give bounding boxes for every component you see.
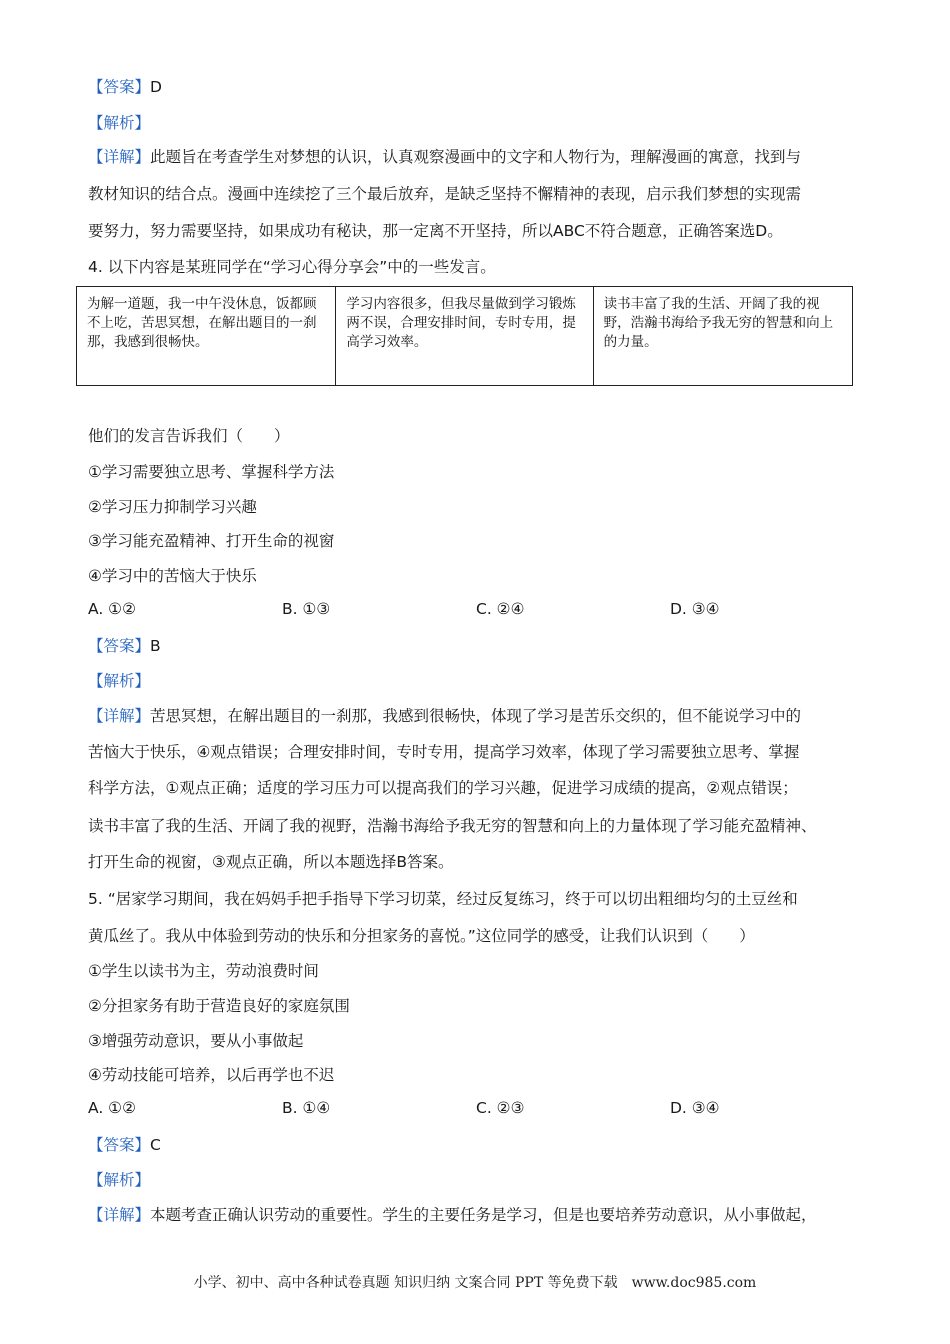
answer-value: B xyxy=(150,637,161,655)
q3-detail-line: 要努力，努力需要坚持，如果成功有秘诀，那一定离不开坚持，所以ABC不符合题意，正确答案选D。 xyxy=(88,222,783,240)
analysis-tag: 【解析】 xyxy=(88,114,151,132)
speech-table xyxy=(76,286,853,386)
option-a: A. ①② xyxy=(88,1099,136,1117)
answer-tag: 【答案】 xyxy=(88,637,151,655)
q5-statement: ③增强劳动意识，要从小事做起 xyxy=(88,1032,304,1050)
option-a: A. ①② xyxy=(88,600,136,618)
option-c: C. ②④ xyxy=(476,600,525,618)
detail-tag: 【详解】 xyxy=(88,1206,151,1224)
detail-tag: 【详解】 xyxy=(88,707,151,725)
q5-stem-line: 5. “居家学习期间，我在妈妈手把手指导下学习切菜，经过反复练习，终于可以切出粗细均匀的土豆丝和 xyxy=(88,890,798,908)
q4-statement: ②学习压力抑制学习兴趣 xyxy=(88,498,257,516)
q3-answer-line xyxy=(88,77,162,97)
analysis-tag: 【解析】 xyxy=(88,672,151,690)
q5-statement: ②分担家务有助于营造良好的家庭氛围 xyxy=(88,997,350,1015)
q3-analysis-line xyxy=(88,113,150,133)
q3-detail-line xyxy=(88,147,801,167)
q4-detail-line xyxy=(88,706,801,726)
option-c: C. ②③ xyxy=(476,1099,525,1117)
q4-statement: ③学习能充盈精神、打开生命的视窗 xyxy=(88,532,335,550)
option-d: D. ③④ xyxy=(670,1099,720,1117)
q4-statement: ④学习中的苦恼大于快乐 xyxy=(88,567,257,585)
q5-statement: ④劳动技能可培养，以后再学也不迟 xyxy=(88,1066,335,1084)
speech-cell: 为解一道题，我一中午没休息，饭都顾不上吃，苦思冥想，在解出题目的一刹那，我感到很畅快。 xyxy=(77,287,336,386)
page-footer: 小学、初中、高中各种试卷真题 知识归纳 文案合同 PPT 等免费下载 www.doc985.com xyxy=(193,1275,757,1291)
analysis-tag: 【解析】 xyxy=(88,1171,151,1189)
option-d: D. ③④ xyxy=(670,600,720,618)
q4-detail-line: 科学方法，①观点正确；适度的学习压力可以提高我们的学习兴趣，促进学习成绩的提高，②观点错误； xyxy=(88,779,798,797)
answer-value: D xyxy=(150,78,162,96)
q5-detail-line xyxy=(88,1205,817,1225)
q5-statement: ①学生以读书为主，劳动浪费时间 xyxy=(88,962,319,980)
q4-detail-line: 苦恼大于快乐，④观点错误；合理安排时间，专时专用，提高学习效率，体现了学习需要独立思考、掌握 xyxy=(88,743,800,761)
q4-answer-line xyxy=(88,636,161,656)
q4-stem: 4. 以下内容是某班同学在“学习心得分享会”中的一些发言。 xyxy=(88,258,496,276)
speech-cell: 读书丰富了我的生活、开阔了我的视野，浩瀚书海给予我无穷的智慧和向上的力量。 xyxy=(593,287,852,386)
answer-tag: 【答案】 xyxy=(88,1136,151,1154)
option-b: B. ①④ xyxy=(282,1099,331,1117)
detail-text: 此题旨在考查学生对梦想的认识，认真观察漫画中的文字和人物行为，理解漫画的寓意，找到与 xyxy=(150,148,802,166)
speech-cell: 学习内容很多，但我尽量做到学习锻炼两不误，合理安排时间，专时专用，提高学习效率。 xyxy=(336,287,593,386)
q5-options xyxy=(88,1098,888,1118)
q5-stem-line: 黄瓜丝了。我从中体验到劳动的快乐和分担家务的喜悦。”这位同学的感受，让我们认识到（ ） xyxy=(88,927,755,945)
detail-text: 本题考查正确认识劳动的重要性。学生的主要任务是学习，但是也要培养劳动意识，从小事做起， xyxy=(150,1206,817,1224)
option-b: B. ①③ xyxy=(282,600,331,618)
detail-tag: 【详解】 xyxy=(88,148,151,166)
q4-statement: ①学习需要独立思考、掌握科学方法 xyxy=(88,463,335,481)
q4-detail-line: 读书丰富了我的生活、开阔了我的视野，浩瀚书海给予我无穷的智慧和向上的力量体现了学习能充盈精神、 xyxy=(88,817,817,835)
q5-analysis-line xyxy=(88,1170,150,1190)
q3-detail-line: 教材知识的结合点。漫画中连续挖了三个最后放弃，是缺乏坚持不懈精神的表现，启示我们梦想的实现需 xyxy=(88,185,802,203)
q4-analysis-line xyxy=(88,671,150,691)
q5-answer-line xyxy=(88,1135,161,1155)
q4-options xyxy=(88,599,888,619)
answer-value: C xyxy=(150,1136,161,1154)
answer-tag: 【答案】 xyxy=(88,78,151,96)
q4-prompt: 他们的发言告诉我们（ ） xyxy=(88,427,290,445)
detail-text: 苦思冥想，在解出题目的一刹那，我感到很畅快，体现了学习是苦乐交织的，但不能说学习中的 xyxy=(150,707,802,725)
q4-detail-line: 打开生命的视窗，③观点正确，所以本题选择B答案。 xyxy=(88,853,454,871)
